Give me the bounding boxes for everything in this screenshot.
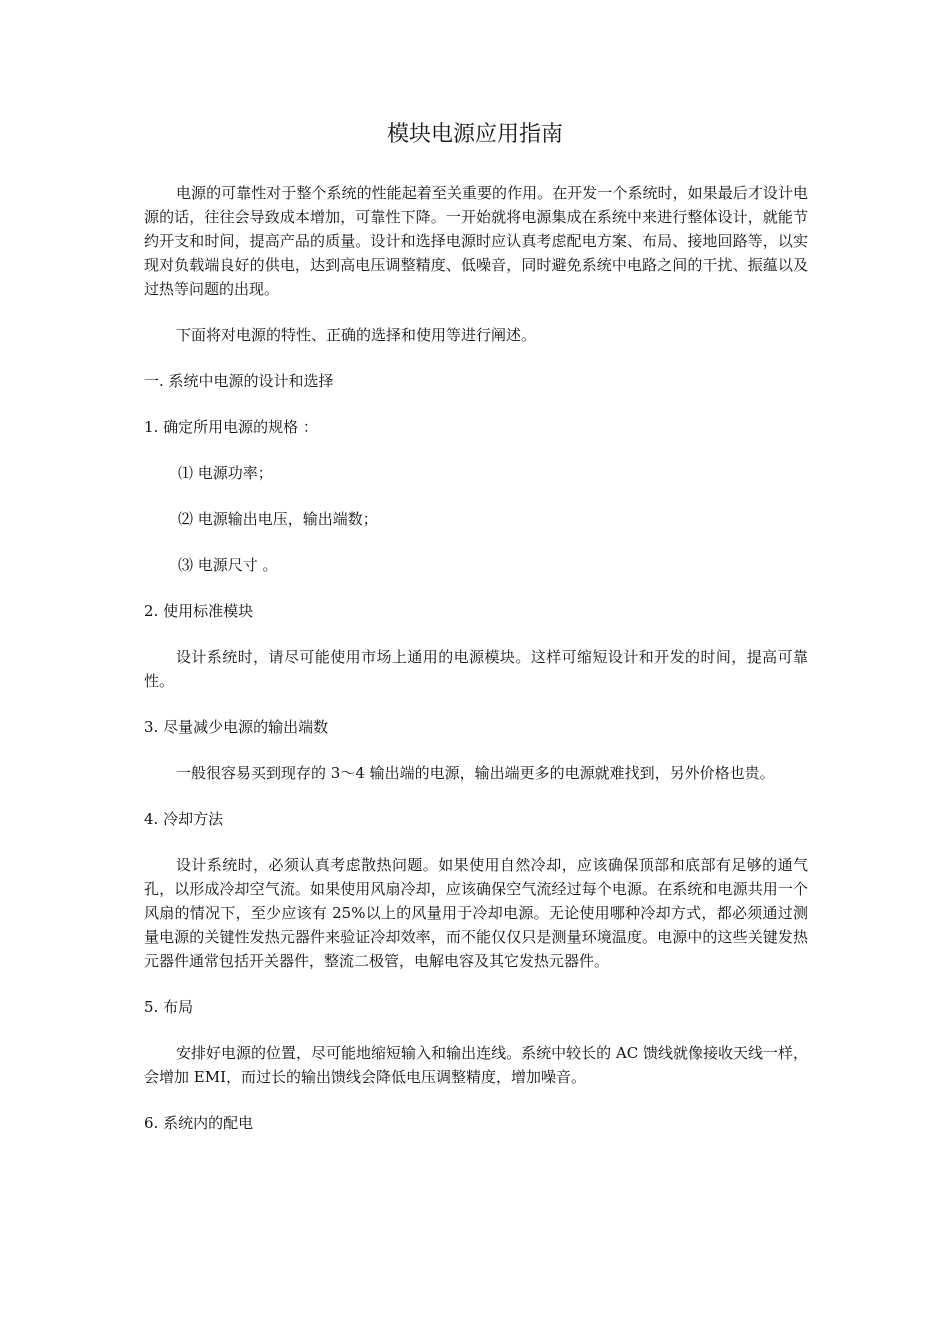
subsection-4-heading: 4. 冷却方法: [144, 810, 224, 828]
document-body: [144, 181, 808, 1157]
spec-item-power: ⑴ 电源功率；: [178, 464, 273, 482]
subsection-3-paragraph: 一般很容易买到现存的 3～4 输出端的电源，输出端更多的电源就难找到，另外价格也贵。: [176, 764, 775, 782]
subsection-4-paragraph: 设计系统时，必须认真考虑散热问题。如果使用自然冷却，应该确保顶部和底部有足够的通气孔，以形成冷却空气流。如果使用风扇冷却，应该确保空气流经过每个电源。在系统和电源共用一个风扇的情况下，至少应该有 25%以上的风量用于冷却电源。无论使用哪种冷却方式，都必须通过测量电源的关键性发热元器件来验证冷却效率，而不能仅仅只是测量环境温度。电源中的这些关键发热元器件通常包括开关器件，整流二极管，电解电容及其它发热元器件。: [144, 856, 808, 970]
subsection-3-heading: 3. 尽量减少电源的输出端数: [144, 718, 329, 736]
subsection-2-heading: 2. 使用标准模块: [144, 602, 254, 620]
subsection-6-heading: 6. 系统内的配电: [144, 1114, 254, 1132]
intro-paragraph: 电源的可靠性对于整个系统的性能起着至关重要的作用。在开发一个系统时，如果最后才设计电源的话，往往会导致成本增加，可靠性下降。一开始就将电源集成在系统中来进行整体设计，就能节约开支和时间，提高产品的质量。设计和选择电源时应认真考虑配电方案、布局、接地回路等，以实现对负载端良好的供电，达到高电压调整精度、低噪音，同时避免系统中电路之间的干扰、振蕴以及过热等问题的出现。: [144, 184, 808, 298]
document-title: 模块电源应用指南: [386, 122, 563, 147]
subsection-2-paragraph: 设计系统时，请尽可能使用市场上通用的电源模块。这样可缩短设计和开发的时间，提高可靠性。: [144, 648, 808, 690]
section-one-heading: 一. 系统中电源的设计和选择: [144, 372, 334, 390]
subsection-5-paragraph: 安排好电源的位置，尽可能地缩短输入和输出连线。系统中较长的 AC 馈线就像接收天线一样，会增加 EMI，而过长的输出馈线会降低电压调整精度，增加噪音。: [144, 1044, 808, 1086]
spec-item-size: ⑶ 电源尺寸 。: [178, 556, 278, 574]
subsection-5-heading: 5. 布局: [144, 998, 194, 1016]
spec-item-voltage: ⑵ 电源输出电压，输出端数；: [178, 510, 378, 528]
subsection-1-heading: 1. 确定所用电源的规格 ：: [144, 418, 318, 436]
overview-paragraph: 下面将对电源的特性、正确的选择和使用等进行阐述。: [176, 326, 537, 344]
